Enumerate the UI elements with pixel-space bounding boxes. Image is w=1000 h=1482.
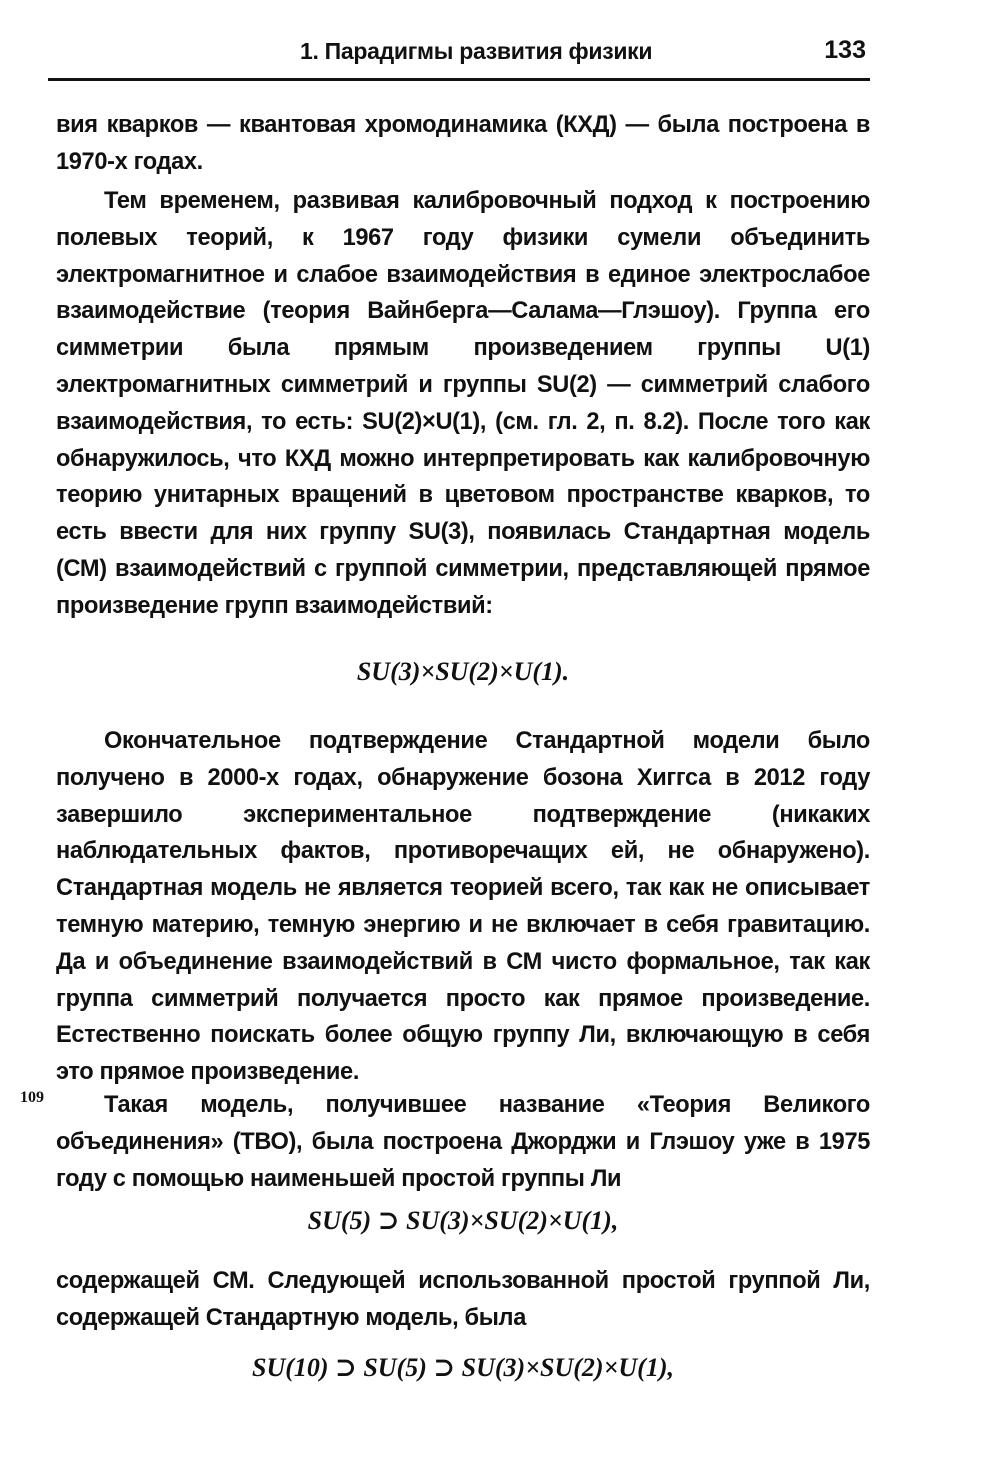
paragraph-3 [56,723,870,1091]
formula-su5: SU(5) ⊃ SU(3)×SU(2)×U(1), [307,1206,619,1235]
formula-su10: SU(10) ⊃ SU(5) ⊃ SU(3)×SU(2)×U(1), [251,1353,674,1382]
page-number: 133 [824,36,866,64]
paragraph-text: Окончательное подтверждение Стандартной модели было получено в 2000-х годах, обнаружение бозона Хиггса в 2012 году завершило экспериментальное подтверждение (никаких наблюдательных фактов, противоречащих ей, не обнаружено). Стандартная модель не является теорией всего, так как не описывает темную материю, темную энергию и не включает в себя гравитацию. Да и объединение взаимодействий в СМ чисто формальное, так как группа симметрий получается просто как прямое произведение. Естественно поискать более общую группу Ли, включающую в себя это прямое произведение. [56,728,870,1086]
paragraph-text: Тем временем, развивая калибровочный подход к построению полевых теорий, к 1967 году физики сумели объединить электромагнитное и слабое взаимодействия в единое электрослабое взаимодействие (теория Вайнберга—Салама—Глэшоу). Группа его симметрии была прямым произведением группы U(1) электромагнитных симметрий и группы SU(2) — симметрий слабого взаимодействия, то есть: SU(2)×U(1), (см. гл. 2, п. 8.2). После того как обнаружилось, что КХД можно интерпретировать как калибровочную теорию унитарных вращений в цветовом пространстве кварков, то есть ввести для них группу SU(3), появилась Стандартная модель (СМ) взаимодействий с группой симметрии, представляющей прямое произведение групп взаимодействий: [56,188,870,619]
paragraph-text: Такая модель, получившее название «Теория Великого объединения» (ТВО), была построена Джорджи и Глэшоу уже в 1975 году с помощью наименьшей простой группы Ли [56,1092,870,1192]
paragraph-5 [56,1263,870,1337]
page-header [48,32,870,81]
paragraph-2 [56,183,870,625]
paragraph-text: содержащей СМ. Следующей использованной простой группой Ли, содержащей Стандартную модель, была [56,1268,870,1331]
paragraph-4 [56,1087,870,1197]
running-title: 1. Парадигмы развития физики [300,38,653,64]
paragraph-text: вия кварков — квантовая хромодинамика (КХД) — была построена в 1970-х годах. [56,112,870,175]
formula-standard-model: SU(3)×SU(2)×U(1). [356,657,570,686]
margin-reference-number: 109 [20,1089,44,1106]
paragraph-1 [56,107,870,181]
